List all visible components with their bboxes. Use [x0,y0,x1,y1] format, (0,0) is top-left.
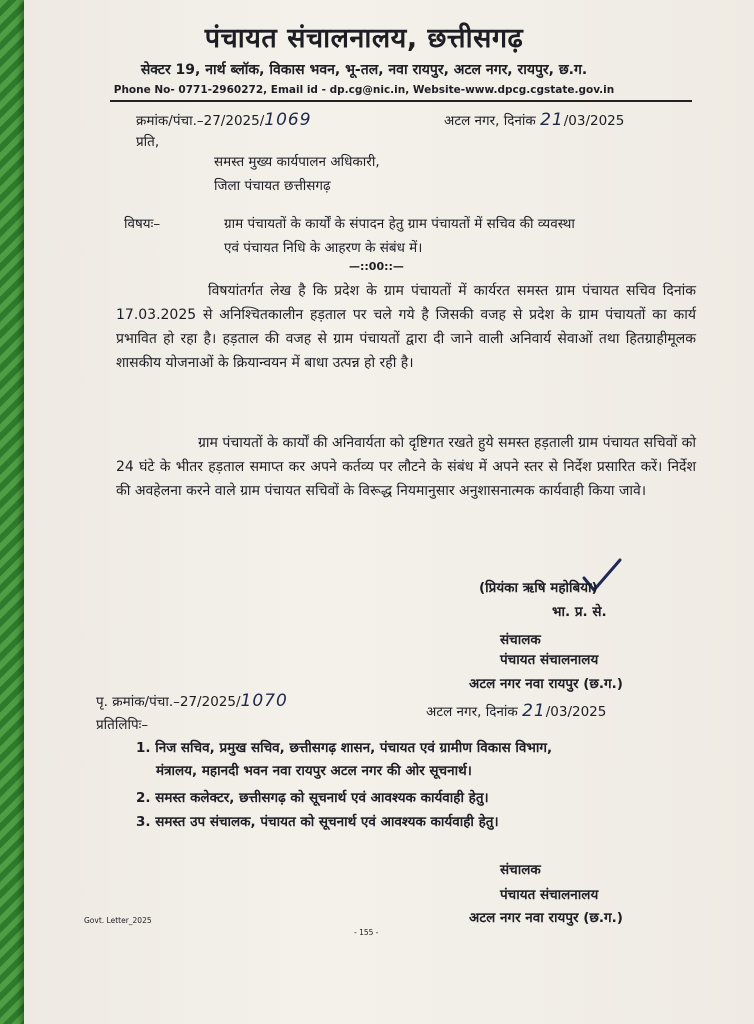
subject-line-1: ग्राम पंचायतों के कार्यों के संपादन हेतु ग्राम पंचायतों में सचिव की व्यवस्था [224,216,575,232]
signatory-service: भा. प्र. से. [552,604,607,620]
date-day-handwritten: 21 [540,110,564,130]
subject-line-2: एवं पंचायत निधि के आहरण के संबंध में। [224,240,423,256]
recipient-line-1: समस्त मुख्य कार्यपालन अधिकारी, [214,154,380,170]
office-title: पंचायत संचालनालय, छत्तीसगढ़ [204,23,524,54]
signatory-office: पंचायत संचालनालय [500,652,599,668]
footer-signatory-place: अटल नगर नवा रायपुर (छ.ग.) [469,910,623,926]
copy-item-2: 2. समस्त कलेक्टर, छत्तीसगढ़ को सूचनार्थ एवं आवश्यक कार्यवाही हेतु। [136,790,489,806]
reference-prefix: क्रमांक/पंचा.–27/2025/ [136,113,265,129]
reference-date [444,110,624,130]
signatory-designation: संचालक [500,632,541,648]
reference-number [136,110,312,130]
copy-date-prefix: अटल नगर, दिनांक [426,704,518,720]
body-paragraph-2: ग्राम पंचायतों के कार्यों की अनिवार्यता को दृष्टिगत रखते हुये समस्त हड़ताली ग्राम पंचायत सचिवों को 24 घंटे के भीतर हड़ताल समाप्त कर अपने कर्तव्य पर लौटने के संबंध में अपने स्तर से निर्देश प्रसारित करें। निर्देश की अवहेलना करने वाले ग्राम पंचायत सचिवों के विरूद्ध नियमानुसार अनुशासनात्मक कार्यवाही किया जावे। [116,435,696,499]
office-contact: Phone No- 0771-2960272, Email id - dp.cg@nic.in, Website-www.dpcg.cgstate.gov.in [113,84,615,96]
copy-label: प्रतिलिपिः– [96,717,149,733]
letter-page [24,0,754,1024]
footer-signatory-designation: संचालक [500,862,541,878]
header-rule [110,100,692,102]
date-prefix: अटल नगर, दिनांक [444,113,536,129]
recipient-line-2: जिला पंचायत छत्तीसगढ़ [214,178,331,194]
copy-date [426,701,606,721]
copy-reference-prefix: पृ. क्रमांक/पंचा.–27/2025/ [96,694,241,710]
copy-date-day-handwritten: 21 [522,701,546,721]
section-divider: —::00::— [349,260,404,273]
date-rest: /03/2025 [563,113,625,129]
copy-date-rest: /03/2025 [545,704,607,720]
signatory-place: अटल नगर नवा रायपुर (छ.ग.) [469,676,623,692]
footer-page-number: - 155 - [354,928,379,937]
copy-item-3: 3. समस्त उप संचालक, पंचायत को सूचनार्थ एवं आवश्यक कार्यवाही हेतु। [136,814,499,830]
copy-item-1: 1. निज सचिव, प्रमुख सचिव, छत्तीसगढ़ शासन, पंचायत एवं ग्रामीण विकास विभाग, [136,740,553,756]
recipient-prati: प्रति, [136,134,160,150]
body-paragraph-1: विषयांतर्गत लेख है कि प्रदेश के ग्राम पंचायतों में कार्यरत समस्त ग्राम पंचायत सचिव दिनांक 17.03.2025 से अनिश्चितकालीन हड़ताल पर चले गये है जिसकी वजह से प्रदेश के ग्राम पंचायतों का कार्य प्रभावित हो रहा है। हड़ताल की वजह से ग्राम पंचायतों द्वारा दी जाने वाली अनिवार्य सेवाओं तथा हितग्राहीमूलक शासकीय योजनाओं के क्रियान्वयन में बाधा उत्पन्न हो रही है। [116,283,696,371]
signatory-name: (प्रियंका ऋषि महोबिया) [479,580,598,596]
footer-signatory-office: पंचायत संचालनालय [500,887,599,903]
footer-file-label: Govt. Letter_2025 [84,916,152,925]
copy-reference-handwritten-number: 1070 [240,691,288,711]
copy-item-1-continued: मंत्रालय, महानदी भवन नवा रायपुर अटल नगर की ओर सूचनार्थ। [156,763,472,779]
reference-handwritten-number: 1069 [264,110,312,130]
subject-label: विषयः– [124,216,161,232]
copy-reference-number [96,691,288,711]
office-address: सेक्टर 19, नार्थ ब्लॉक, विकास भवन, भू-तल, नवा रायपुर, अटल नगर, रायपुर, छ.ग. [140,62,588,78]
